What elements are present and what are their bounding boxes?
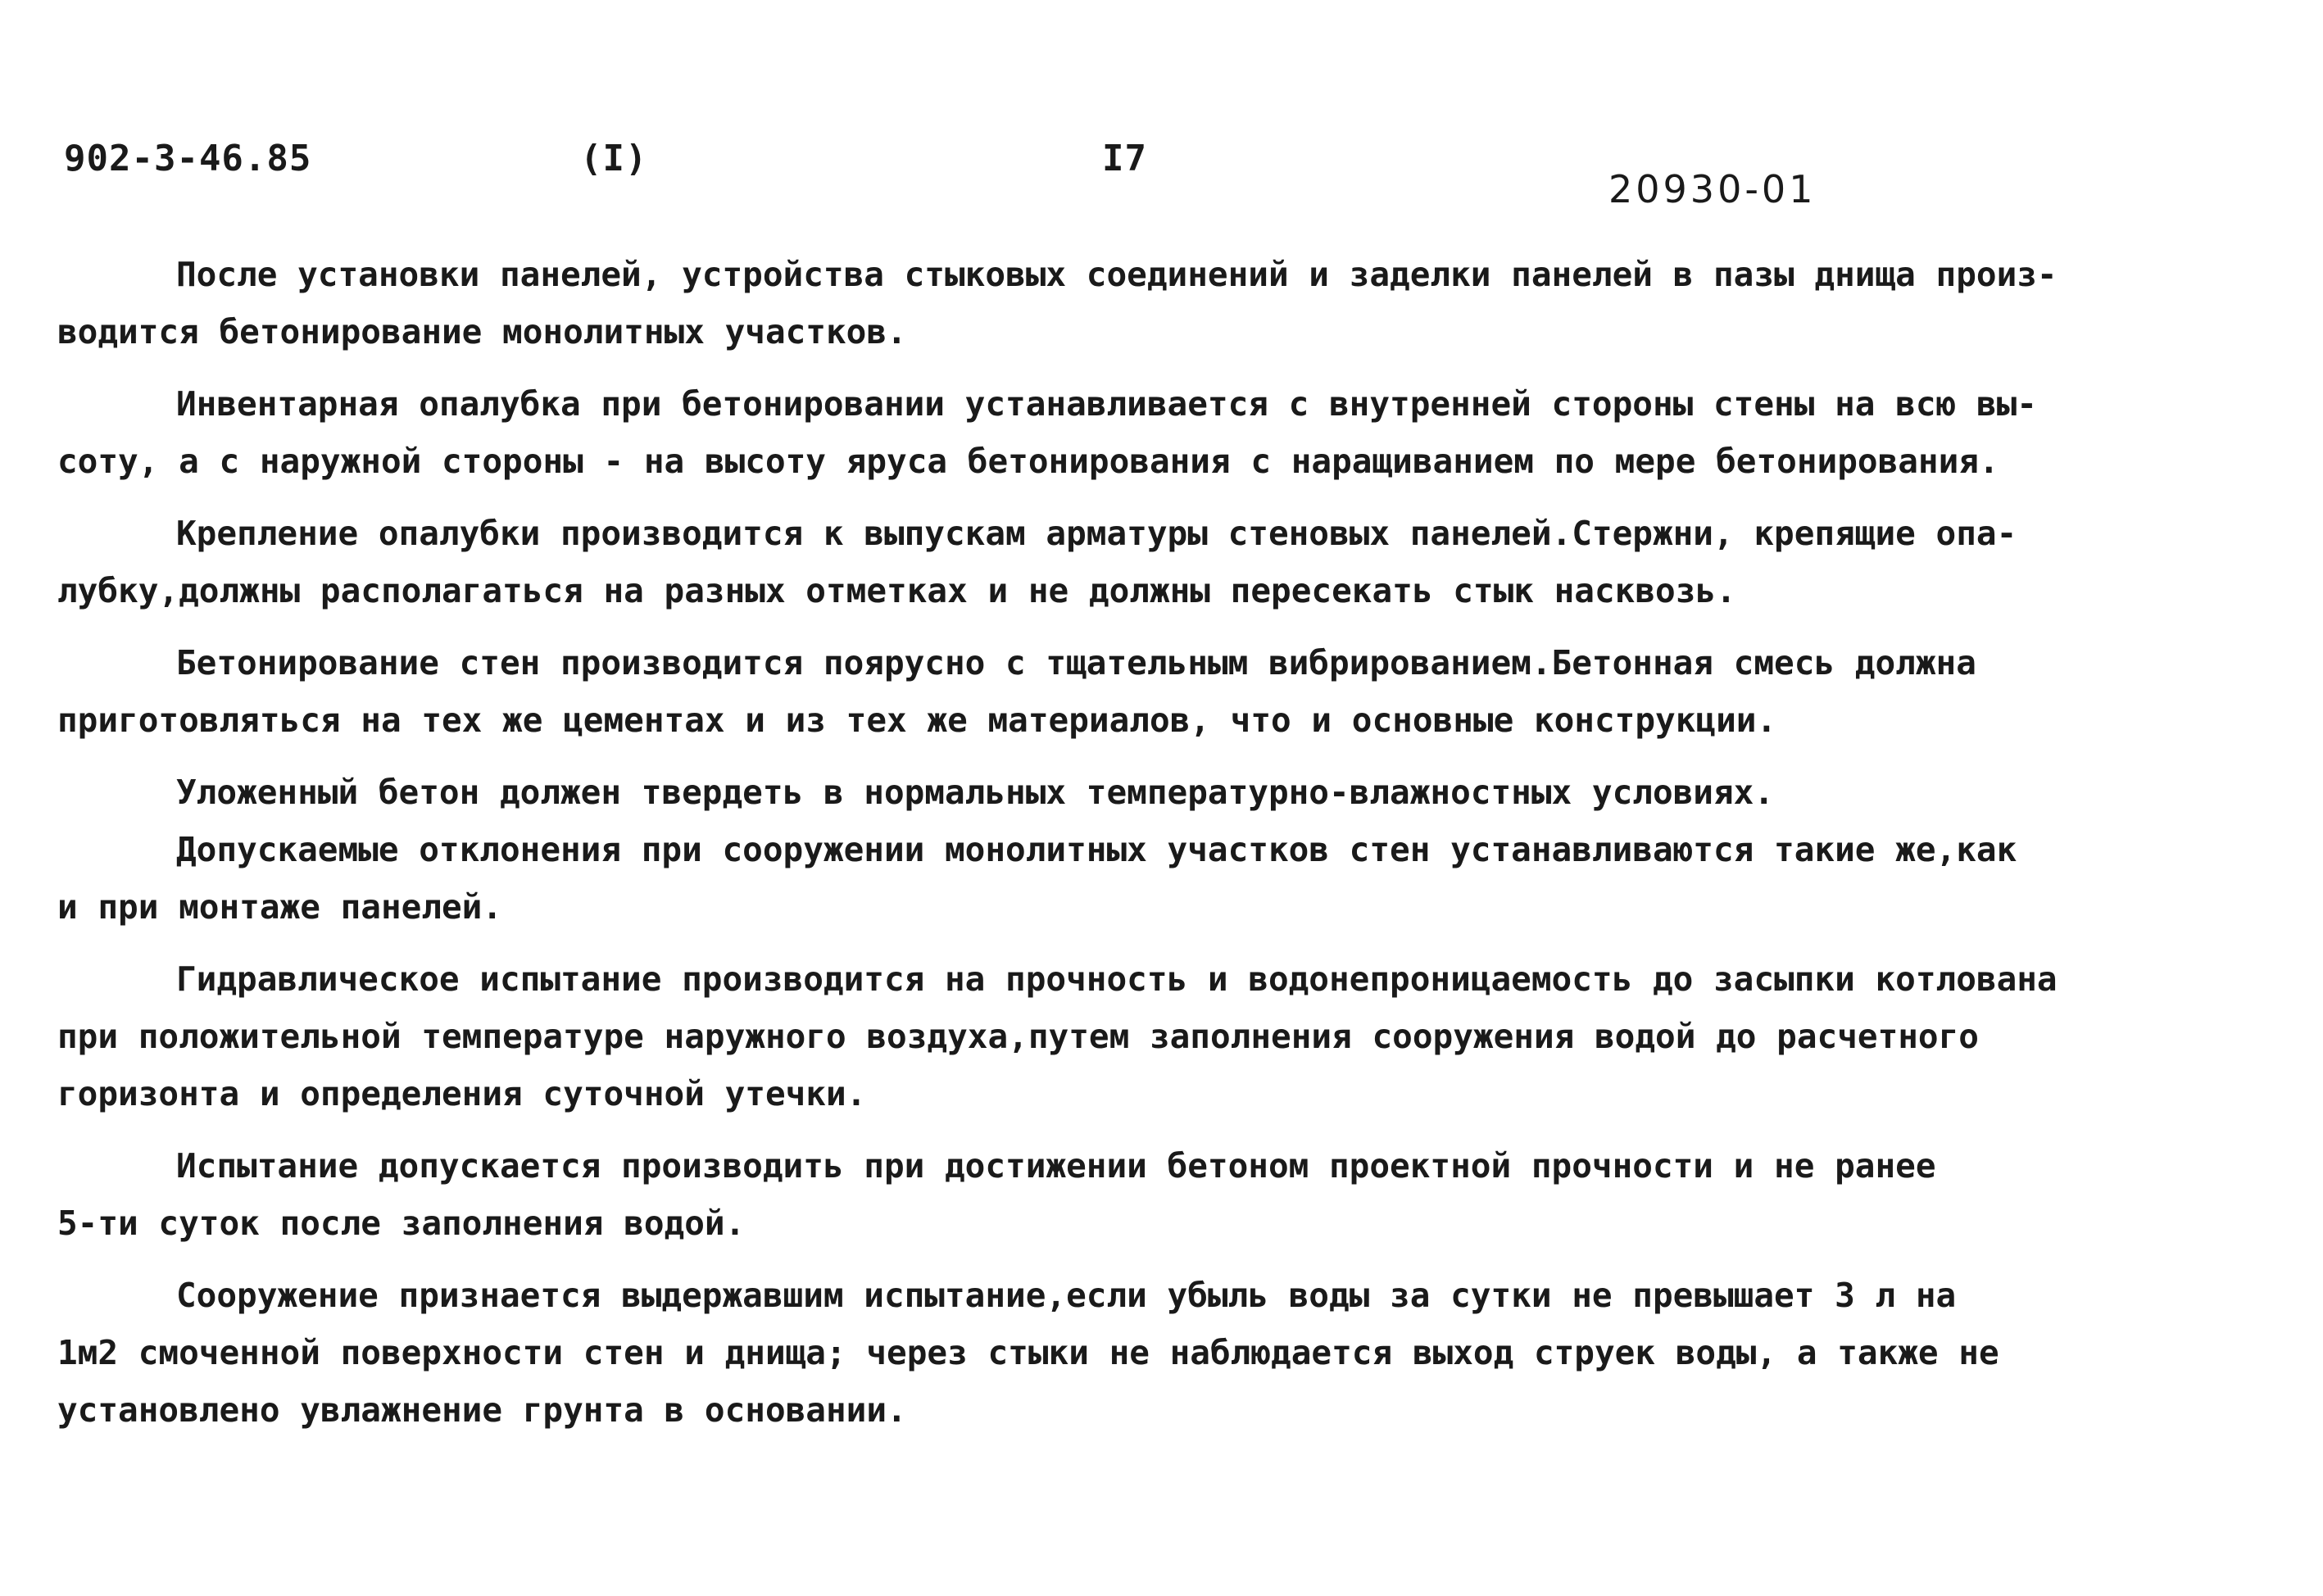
paragraph-line: Бетонирование стен производится поярусно с тщательным вибрированием.Бетонная смесь должна bbox=[176, 643, 1976, 682]
paragraph-test-conditions bbox=[57, 1137, 2286, 1252]
paragraph-line: установлено увлажнение грунта в основании. bbox=[57, 1390, 907, 1430]
paragraph-line: После установки панелей, устройства стыковых соединений и заделки панелей в пазы днища произ- bbox=[176, 255, 2058, 294]
paragraph-concrete-curing bbox=[57, 764, 2286, 821]
paragraph-line: Крепление опалубки производится к выпускам арматуры стеновых панелей.Стержни, крепящие опа- bbox=[176, 514, 2017, 553]
paragraph-hydraulic-test bbox=[57, 950, 2286, 1122]
paragraph-line: Сооружение признается выдержавшим испытание,если убыль воды за сутки не превышает 3 л на bbox=[176, 1276, 1957, 1315]
paragraph-formwork bbox=[57, 375, 2286, 490]
paragraph-line: Испытание допускается производить при достижении бетоном проектной прочности и не ранее bbox=[176, 1146, 1936, 1186]
paragraph-line: приготовляться на тех же цементах и из тех же материалов, что и основные конструкции. bbox=[57, 701, 1777, 740]
body-text bbox=[57, 246, 2286, 1453]
paragraph-line: Инвентарная опалубка при бетонировании устанавливается с внутренней стороны стены на всю вы- bbox=[176, 384, 2037, 424]
paragraph-wall-concreting bbox=[57, 634, 2286, 749]
paragraph-line: водится бетонирование монолитных участков. bbox=[57, 312, 907, 351]
document-part: (I) bbox=[580, 138, 648, 179]
paragraph-test-acceptance bbox=[57, 1267, 2286, 1439]
document-code: 902-3-46.85 bbox=[64, 138, 312, 179]
paragraph-line: Допускаемые отклонения при сооружении монолитных участков стен устанавливаются такие же,как bbox=[176, 830, 2017, 869]
paragraph-line: 1м2 смоченной поверхности стен и днища; через стыки не наблюдается выход струек воды, а также не bbox=[57, 1333, 1999, 1372]
paragraph-tolerances bbox=[57, 821, 2286, 936]
paragraph-line: Уложенный бетон должен твердеть в нормальных температурно-влажностных условиях. bbox=[176, 773, 1775, 812]
inventory-stamp: 20930-01 bbox=[1608, 167, 1817, 211]
page-number: I7 bbox=[1102, 138, 1147, 179]
paragraph-line: горизонта и определения суточной утечки. bbox=[57, 1074, 867, 1113]
paragraph-line: 5-ти суток после заполнения водой. bbox=[57, 1204, 746, 1243]
paragraph-line: лубку,должны располагаться на разных отметках и не должны пересекать стык насквозь. bbox=[57, 571, 1736, 610]
paragraph-line: соту, а с наружной стороны - на высоту яруса бетонирования с наращиванием по мере бетонирования. bbox=[57, 442, 1999, 481]
paragraph-formwork-fastening bbox=[57, 505, 2286, 619]
paragraph-line: и при монтаже панелей. bbox=[57, 887, 503, 927]
paragraph-line: Гидравлическое испытание производится на прочность и водонепроницаемость до засыпки котлована bbox=[176, 959, 2058, 999]
paragraph-panel-installation bbox=[57, 246, 2286, 360]
paragraph-line: при положительной температуре наружного воздуха,путем заполнения сооружения водой до расчетного bbox=[57, 1017, 1979, 1056]
